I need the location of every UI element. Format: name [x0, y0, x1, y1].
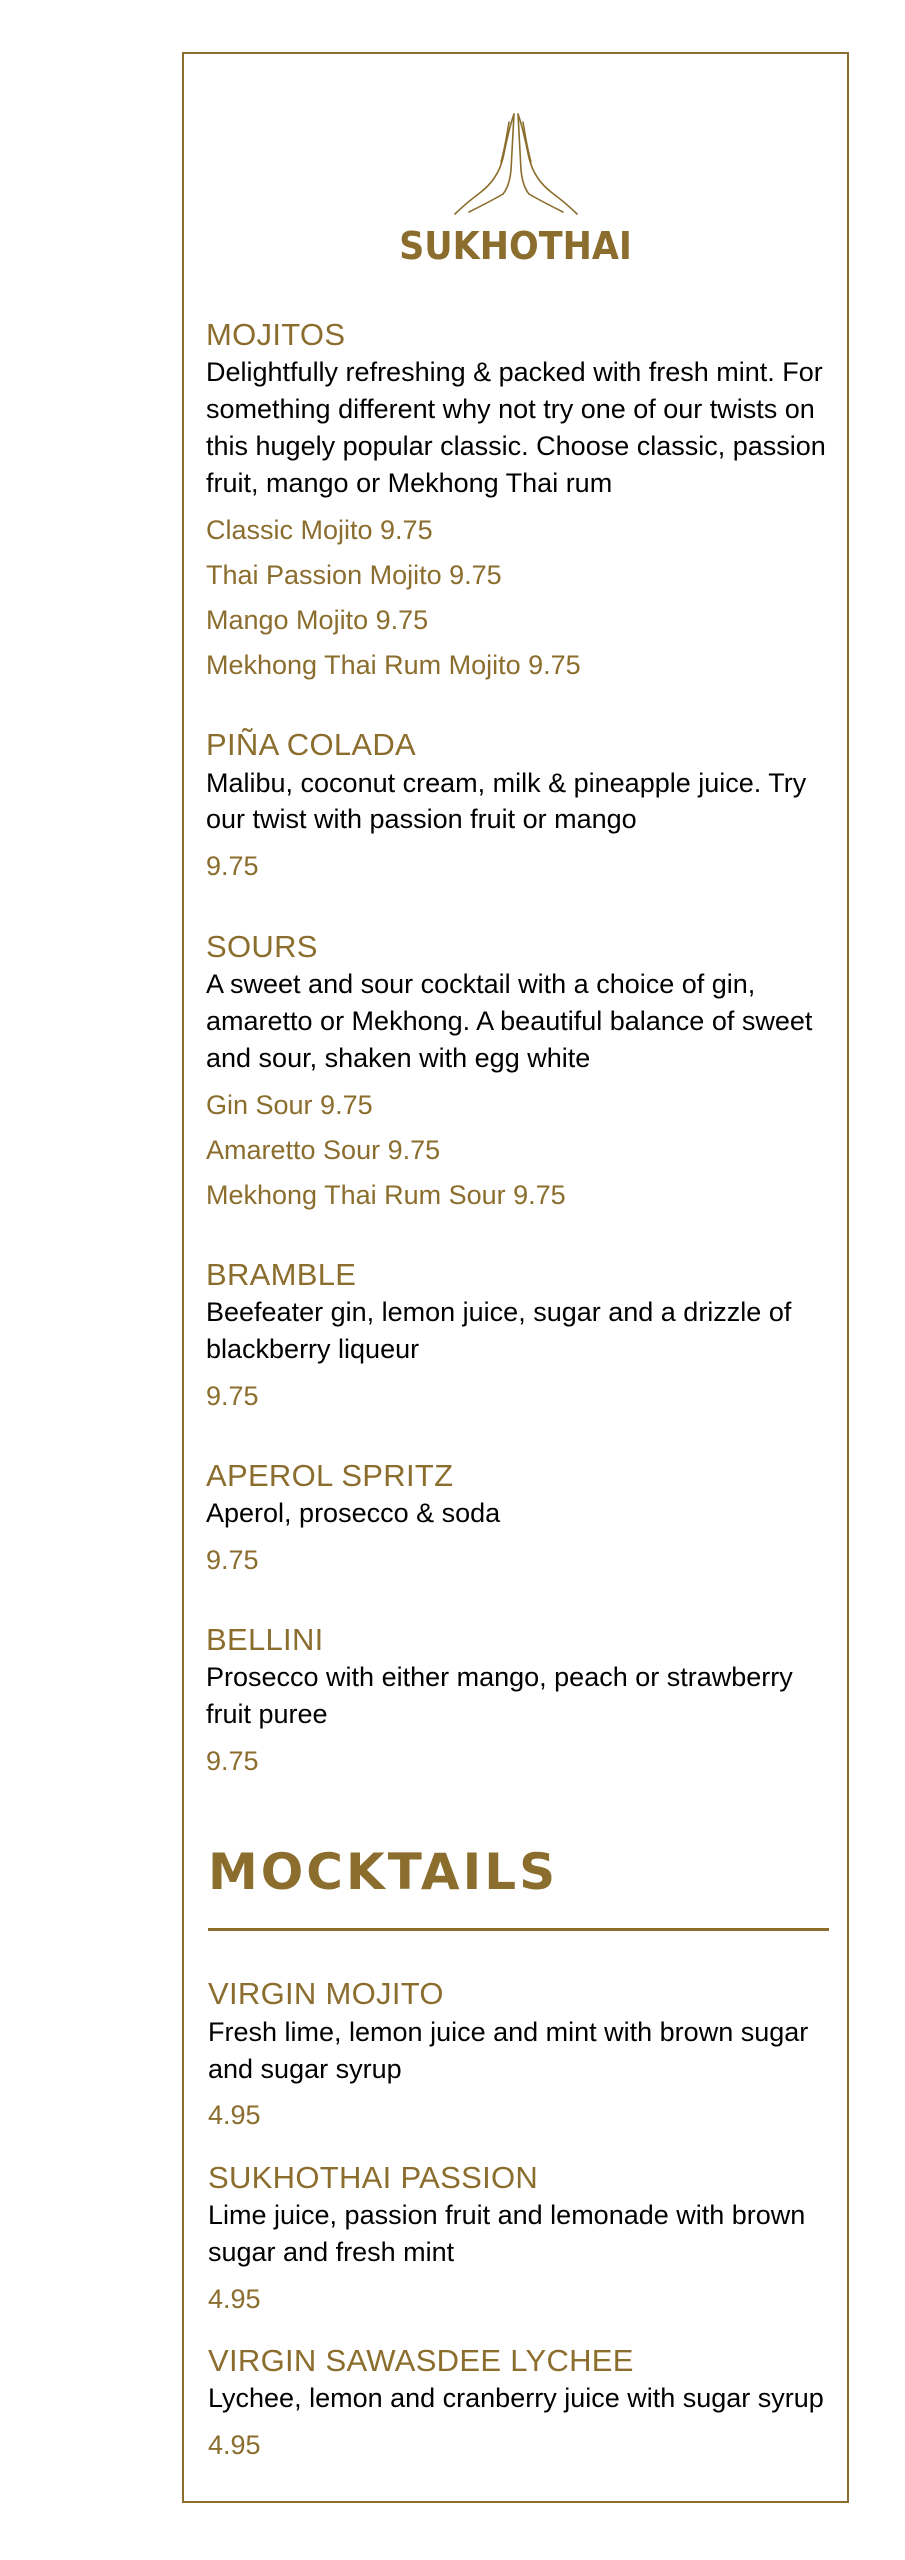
section-title: BELLINI — [206, 1622, 324, 1658]
section-description: Beefeater gin, lemon juice, sugar and a drizzle of blackberry liqueur — [206, 1296, 792, 1364]
section-title: VIRGIN SAWASDEE LYCHEE — [208, 2342, 634, 2378]
menu-item-price: Thai Passion Mojito 9.75 — [206, 560, 502, 591]
menu-section — [206, 2342, 833, 2468]
menu-section — [206, 1256, 833, 1419]
section-title: VIRGIN MOJITO — [208, 1976, 444, 2012]
menu-item-price: Classic Mojito 9.75 — [206, 515, 433, 546]
mocktails-heading: MOCKTAILS — [208, 1843, 559, 1902]
menu-item-price: 9.75 — [206, 1746, 259, 1777]
menu-item-price: Gin Sour 9.75 — [206, 1089, 373, 1120]
brand-header — [184, 108, 847, 268]
praying-hands-icon — [451, 108, 581, 218]
divider — [208, 1928, 829, 1931]
mocktail-list — [206, 1975, 833, 2468]
menu-item-price: 9.75 — [206, 851, 259, 882]
menu-item-price: 9.75 — [206, 1380, 259, 1411]
menu-section — [206, 1457, 833, 1583]
section-description: Aperol, prosecco & soda — [206, 1498, 501, 1529]
brand-name: SUKHOTHAI — [399, 224, 632, 268]
menu-item-price: 9.75 — [206, 1545, 259, 1576]
menu-section — [206, 2159, 833, 2322]
menu-card — [182, 52, 849, 2503]
section-title: SUKHOTHAI PASSION — [208, 2159, 539, 2195]
menu-item-price: 4.95 — [208, 2283, 261, 2314]
section-title: PIÑA COLADA — [206, 727, 417, 763]
menu-item-price: Mango Mojito 9.75 — [206, 605, 429, 636]
cocktail-list — [206, 316, 833, 1784]
section-description: Lychee, lemon and cranberry juice with sugar syrup — [208, 2382, 824, 2413]
section-description: Fresh lime, lemon juice and mint with brown sugar and sugar syrup — [208, 2016, 809, 2084]
menu-item-price: Mekhong Thai Rum Mojito 9.75 — [206, 650, 581, 681]
menu-section — [206, 1975, 833, 2138]
section-description: Delightfully refreshing & packed with fresh mint. For something different why not try one of our twists on this hugely popular classic. Choose classic, passion fruit, mango or Mekhong Thai rum — [206, 357, 826, 499]
section-title: MOJITOS — [206, 317, 346, 352]
section-description: A sweet and sour cocktail with a choice of gin, amaretto or Mekhong. A beautiful balance of sweet and sour, shaken with egg white — [206, 968, 813, 1073]
menu-content — [206, 316, 833, 2488]
menu-section — [206, 928, 833, 1218]
menu-item-price: 4.95 — [208, 2100, 261, 2131]
menu-section — [206, 316, 833, 688]
section-description: Prosecco with either mango, peach or strawberry fruit puree — [206, 1662, 793, 1730]
menu-section — [206, 1621, 833, 1784]
menu-item-price: 4.95 — [208, 2429, 261, 2460]
section-title: SOURS — [206, 928, 318, 964]
section-description: Lime juice, passion fruit and lemonade with brown sugar and fresh mint — [208, 2199, 806, 2267]
section-description: Malibu, coconut cream, milk & pineapple juice. Try our twist with passion fruit or mango — [206, 767, 807, 835]
section-title: APEROL SPRITZ — [206, 1458, 454, 1494]
menu-section — [206, 726, 833, 889]
menu-item-price: Mekhong Thai Rum Sour 9.75 — [206, 1179, 566, 1210]
menu-item-price: Amaretto Sour 9.75 — [206, 1134, 441, 1165]
section-title: BRAMBLE — [206, 1256, 357, 1292]
